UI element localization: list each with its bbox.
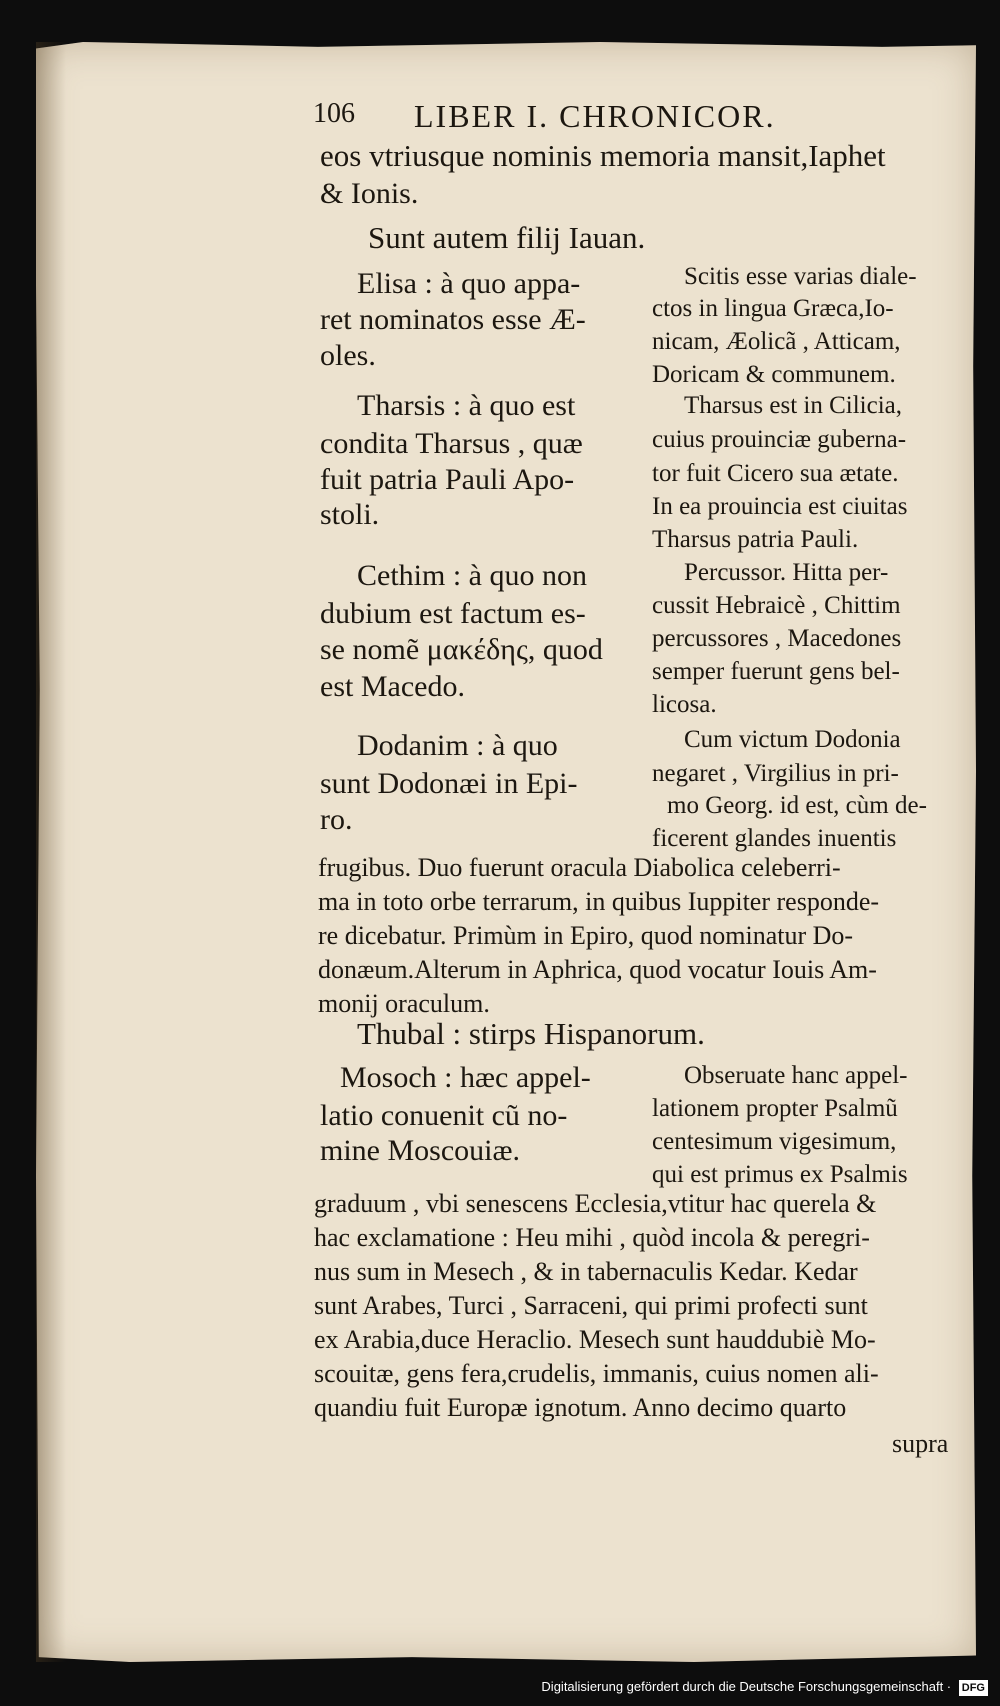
cethim-line-4: est Macedo. [320,670,465,703]
mosoch-line-1: Mosoch : hæc appel- [340,1061,591,1094]
mosoch-note-2: lationem propter Psalmũ [652,1095,898,1122]
dodanim-line-3: ro. [320,803,353,836]
psalm-line-3: nus sum in Mesech , & in tabernaculis Kedar. Kedar [314,1257,858,1286]
elisa-note-2: ctos in lingua Græca,Io- [652,295,894,322]
dodanim-line-1: Dodanim : à quo [357,729,558,762]
intro-line-1: eos vtriusque nominis memoria mansit,Iaphet [320,138,886,173]
dodanim-note-1: Cum victum Dodonia [684,726,901,753]
page-gutter-shadow [36,42,66,1662]
oracle-line-1: frugibus. Duo fuerunt oracula Diabolica celeberri- [318,853,841,882]
dodanim-note-2: negaret , Virgilius in pri- [652,760,899,787]
tharsis-line-4: stoli. [320,498,380,531]
tharsis-line-1: Tharsis : à quo est [357,389,576,422]
psalm-line-7: quandiu fuit Europæ ignotum. Anno decimo quarto [314,1393,847,1422]
cethim-note-5: licosa. [652,691,717,718]
psalm-line-2: hac exclamatione : Heu mihi , quòd incola & peregri- [314,1223,870,1252]
dfg-logo: DFG [959,1680,988,1696]
oracle-line-2: ma in toto orbe terrarum, in quibus Iuppiter responde- [318,887,880,916]
mosoch-note-1: Obseruate hanc appel- [684,1062,908,1089]
tharsis-note-5: Tharsus patria Pauli. [652,526,859,553]
dodanim-note-3: mo Georg. id est, cùm de- [667,792,927,819]
tharsis-line-2: condita Tharsus , quæ [320,427,583,460]
thubal-entry: Thubal : stirps Hispanorum. [357,1016,705,1051]
footer-credit: Digitalisierung gefördert durch die Deutsche Forschungsgemeinschaft · [541,1679,952,1694]
cethim-line-2: dubium est factum es- [320,597,586,630]
cethim-note-2: cussit Hebraicè , Chittim [652,592,901,619]
mosoch-line-3: mine Moscouiæ. [320,1134,520,1167]
catchword: supra [892,1429,949,1458]
cethim-note-4: semper fuerunt gens bel- [652,658,900,685]
cethim-note-3: percussores , Macedones [652,625,902,652]
psalm-line-1: graduum , vbi senescens Ecclesia,vtitur hac querela & [314,1189,877,1218]
mosoch-note-4: qui est primus ex Psalmis [652,1161,908,1188]
oracle-line-3: re dicebatur. Primùm in Epiro, quod nominatur Do- [318,921,854,950]
mosoch-line-2: latio conuenit cũ no- [320,1099,568,1132]
tharsis-note-1: Tharsus est in Cilicia, [684,392,903,419]
elisa-note-3: nicam, Æolicã , Atticam, [652,328,901,355]
oracle-line-4: donæum.Alterum in Aphrica, quod vocatur Iouis Am- [318,955,877,984]
elisa-line-1: Elisa : à quo appa- [357,267,581,300]
tharsis-note-3: tor fuit Cicero sua ætate. [652,460,899,487]
tharsis-note-2: cuius prouinciæ guberna- [652,426,907,453]
psalm-line-5: ex Arabia,duce Heraclio. Mesech sunt hauddubiè Mo- [314,1325,876,1354]
running-title: LIBER I. CHRONICOR. [414,98,776,134]
tharsis-line-3: fuit patria Pauli Apo- [320,463,575,496]
elisa-note-4: Doricam & communem. [652,361,896,388]
oracle-line-5: monij oraculum. [318,989,490,1018]
dodanim-note-4: ficerent glandes inuentis [652,825,897,852]
psalm-line-6: scouitæ, gens fera,crudelis, immanis, cuius nomen ali- [314,1359,879,1388]
digitization-footer [0,1676,1000,1698]
intro-line-2: & Ionis. [320,177,419,210]
tharsis-note-4: In ea prouincia est ciuitas [652,493,908,520]
section-heading: Sunt autem filij Iauan. [368,220,646,255]
page-number: 106 [313,98,355,129]
cethim-line-3: se nomẽ μακέδης, quod [320,633,603,666]
psalm-line-4: sunt Arabes, Turci , Sarraceni, qui primi profecti sunt [314,1291,868,1320]
mosoch-note-3: centesimum vigesimum, [652,1128,897,1155]
elisa-note-1: Scitis esse varias diale- [684,263,917,290]
elisa-line-3: oles. [320,339,376,372]
dodanim-line-2: sunt Dodonæi in Epi- [320,767,578,800]
cethim-line-1: Cethim : à quo non [357,559,587,592]
elisa-line-2: ret nominatos esse Æ- [320,303,586,336]
cethim-note-1: Percussor. Hitta per- [684,559,889,586]
